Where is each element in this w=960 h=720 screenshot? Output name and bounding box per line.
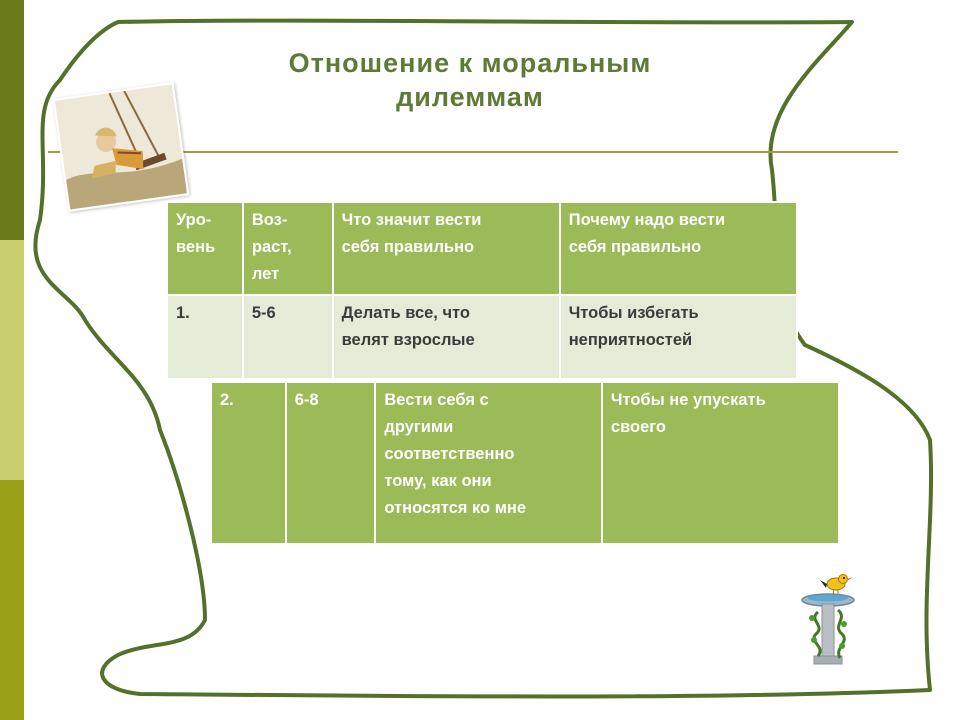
header-what: Что значит вести себя правильно xyxy=(333,202,560,295)
row2-why: Чтобы не упускать своего xyxy=(602,382,839,544)
row2-age: 6-8 xyxy=(286,382,376,544)
title-line-1: Отношение к моральным xyxy=(288,48,652,78)
row1-age: 5-6 xyxy=(243,295,333,379)
header-age: Воз- раст, лет xyxy=(243,202,333,295)
moral-levels-table-top xyxy=(166,201,798,380)
table-row xyxy=(211,382,839,544)
moral-levels-table-bottom xyxy=(210,381,840,545)
child-on-swing-photo xyxy=(53,82,190,212)
row2-level: 2. xyxy=(211,382,286,544)
header-level: Уро- вень xyxy=(167,202,243,295)
slide-title xyxy=(200,46,740,114)
title-line-2: дилеммам xyxy=(396,82,544,112)
header-why: Почему надо вести себя правильно xyxy=(560,202,797,295)
row1-why: Чтобы избегать неприятностей xyxy=(560,295,797,379)
table-header-row xyxy=(167,202,797,295)
bird-on-birdbath-clipart xyxy=(796,572,860,668)
row1-level: 1. xyxy=(167,295,243,379)
table-row xyxy=(167,295,797,379)
row2-what: Вести себя с другими соответственно тому, как они относятся ко мне xyxy=(375,382,602,544)
row1-what: Делать все, что велят взрослые xyxy=(333,295,560,379)
